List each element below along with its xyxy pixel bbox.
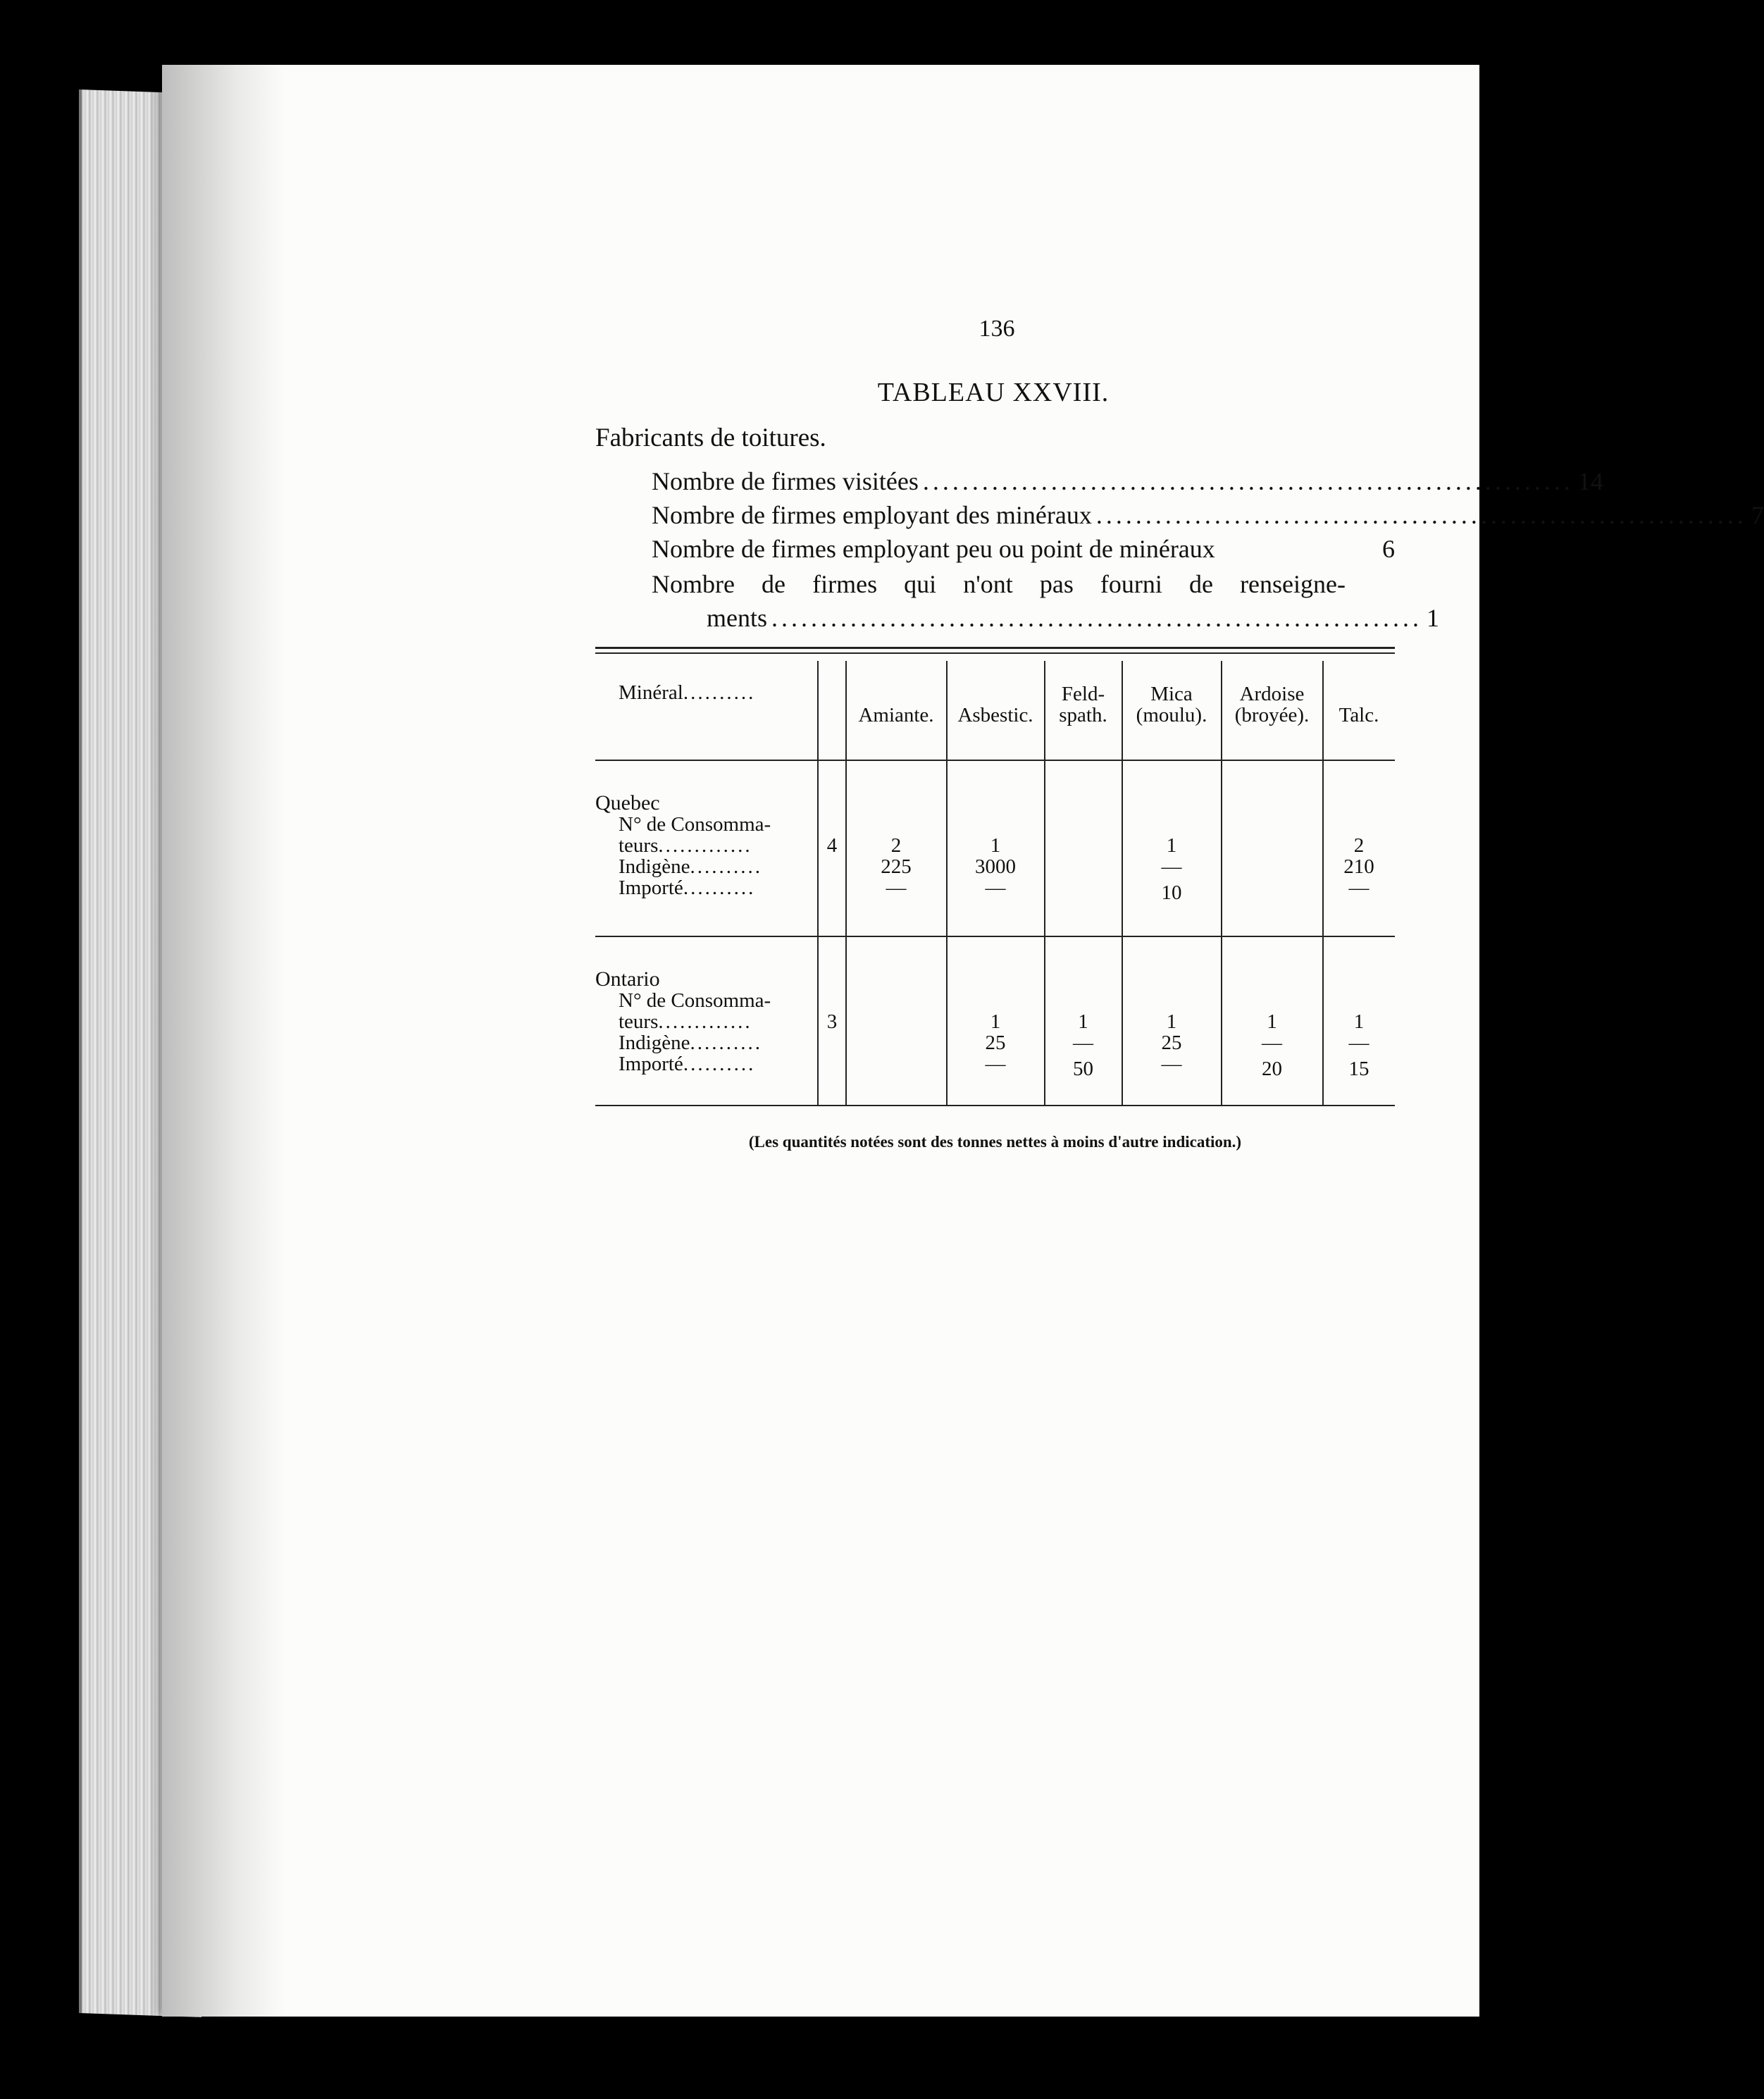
ontario-talc-consumers: 1 [1353,1010,1365,1033]
quebec-asbestic-importe: — [985,877,1006,899]
stat-label: Nombre de firmes employant peu ou point de minéraux [652,535,1215,563]
stat-label: Nombre de firmes visitées [652,467,919,495]
quebec-total: 4 [826,834,838,857]
column-header-asbestic: Asbestic. [957,704,1033,726]
stat-row-firms-little-minerals [652,534,1395,566]
footnote: (Les quantités notées sont des tonnes nettes à moins d'autre indication.) [748,1133,1242,1151]
page-number: 136 [979,316,1015,342]
ontario-talc-importe: 15 [1348,1058,1369,1080]
stat-value: 1 [1427,604,1439,632]
quebec-amiante-indigene: 225 [881,855,912,878]
column-header-ardoise-line1: Ardoise [1239,683,1305,705]
leader-dots: .................................................................. [922,467,1574,495]
quebec-talc-importe: — [1348,877,1369,899]
ontario-mica-importe: — [1161,1053,1182,1075]
column-header-mica-line2: (moulu). [1136,704,1207,726]
row-label-teurs: teurs............. [619,1010,752,1033]
stat-row-no-info [707,603,1439,636]
row-label-teurs: teurs............. [619,834,752,857]
ontario-feldspath-indigene: — [1073,1032,1093,1054]
stat-value: 6 [1382,535,1395,563]
ontario-feldspath-consumers: 1 [1078,1010,1088,1033]
stat-label: Nombre de firmes employant des minéraux [652,501,1092,529]
ontario-ardoise-indigene: — [1262,1032,1282,1054]
stat-value: 7 [1751,501,1764,529]
ontario-mica-consumers: 1 [1166,1010,1177,1033]
stat-row-firms-visited [652,466,1603,499]
row-label-consommateurs: N° de Consomma- [619,813,771,836]
page-gutter-shadow [162,65,285,2017]
ontario-asbestic-consumers: 1 [990,1010,1001,1033]
section-ontario: Ontario [595,967,660,991]
column-header-ardoise-line2: (broyée). [1234,704,1310,726]
stat-row-no-info-label: Nombre de firmes qui n'ont pas fourni de renseigne- [652,570,1346,598]
quebec-mica-importe: 10 [1161,881,1182,904]
stat-label-continued: ments [707,604,767,632]
row-label-importe: Importé.......... [619,1053,756,1075]
quebec-talc-consumers: 2 [1353,834,1365,857]
stat-value: 14 [1577,467,1603,495]
table-top-rule-inner [595,652,1395,654]
quebec-mica-indigene: — [1161,855,1182,878]
quebec-amiante-importe: — [886,877,907,899]
table-top-rule [595,647,1395,649]
ontario-mica-indigene: 25 [1161,1032,1182,1054]
table-bottom-rule [595,1105,1395,1106]
row-label-indigene: Indigène.......... [619,855,762,878]
quebec-mica-consumers: 1 [1166,834,1177,857]
column-header-mineral: Minéral.......... [619,681,756,704]
leader-dots: .................................................................. [1095,501,1747,529]
column-header-mica-line1: Mica [1150,683,1193,705]
column-header-talc: Talc. [1338,704,1379,726]
quebec-amiante-consumers: 2 [890,834,902,857]
table-section-rule [595,936,1395,937]
column-header-feldspath-line1: Feld- [1061,683,1105,705]
ontario-total: 3 [826,1010,838,1033]
leader-dots: .................................................................. [771,604,1422,632]
section-quebec: Quebec [595,791,660,815]
ontario-feldspath-importe: 50 [1073,1058,1093,1080]
row-label-consommateurs: N° de Consomma- [619,989,771,1012]
ontario-ardoise-consumers: 1 [1267,1010,1277,1033]
quebec-talc-indigene: 210 [1343,855,1374,878]
table-title: TABLEAU XXVIII. [877,378,1110,407]
row-label-importe: Importé.......... [619,877,756,899]
ontario-ardoise-importe: 20 [1262,1058,1282,1080]
column-header-amiante: Amiante. [858,704,934,726]
ontario-asbestic-importe: — [985,1053,1006,1075]
row-label-indigene: Indigène.......... [619,1032,762,1054]
column-header-feldspath-line2: spath. [1059,704,1107,726]
quebec-asbestic-consumers: 1 [990,834,1001,857]
section-heading: Fabricants de toitures. [595,423,826,452]
stat-row-firms-using-minerals [652,500,1764,533]
ontario-talc-indigene: — [1348,1032,1369,1054]
quebec-asbestic-indigene: 3000 [975,855,1016,878]
column-divider [817,661,819,1105]
ontario-asbestic-indigene: 25 [985,1032,1006,1054]
table-header-rule [595,760,1395,761]
